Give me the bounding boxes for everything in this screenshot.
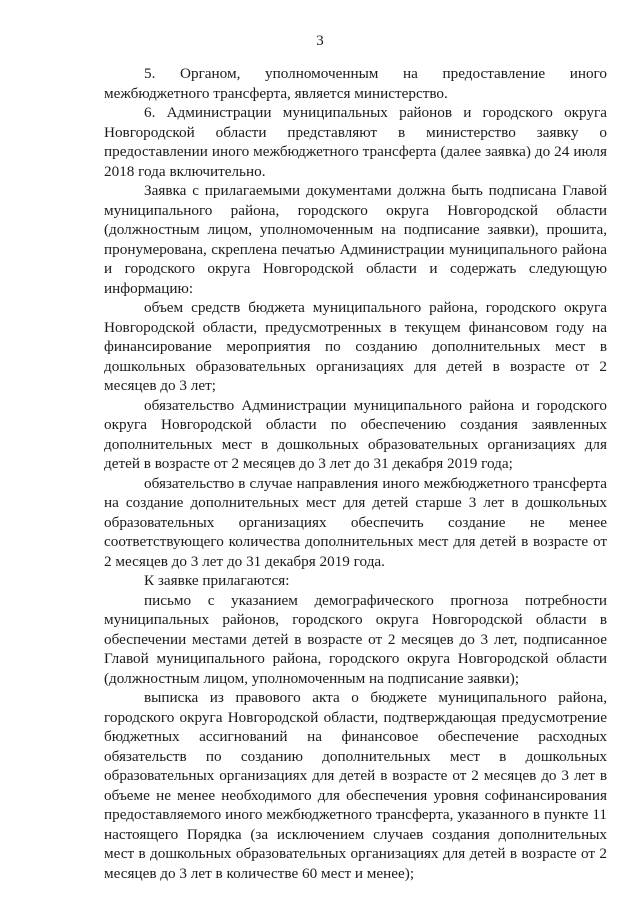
- paragraph-demographic-letter: письмо с указанием демографического прогноза потребности муниципальных районов, городского округа Новгородской области в обеспечении местами детей в возрасте от 2 месяцев до 3 лет, подписанное Главой муниципального района, городского округа Новгородской области (должностным лицом, уполномоченным на подписание заявки);: [104, 591, 607, 687]
- paragraph-transfer-obligation: обязательство в случае направления иного межбюджетного трансферта на создание дополнительных мест для детей старше 3 лет в дошкольных образовательных организациях обеспечить создание не менее соответствующего количества дополнительных мест для детей в возрасте от 2 месяцев до 3 лет до 31 декабря 2019 года.: [104, 474, 607, 570]
- document-body: [104, 64, 607, 883]
- paragraph-application-requirements: Заявка с прилагаемыми документами должна быть подписана Главой муниципального района, городского округа Новгородской области (должностным лицом, уполномоченным на подписание заявки), прошита, пронумерована, скреплена печатью Администрации муниципального района и городского округа Новгородской области и содержать следующую информацию:: [104, 182, 607, 297]
- paragraph-item-5: 5. Органом, уполномоченным на предоставление иного межбюджетного трансферта, является министерство.: [104, 65, 607, 102]
- paragraph-attachments-heading: К заявке прилагаются:: [144, 572, 290, 589]
- paragraph-budget-extract: выписка из правового акта о бюджете муниципального района, городского округа Новгородской области, подтверждающая предусмотрение бюджетных ассигнований на финансовое обеспечение расходных обязательств по созданию дополнительных мест в дошкольных образовательных организациях для детей в возрасте от 2 месяцев до 3 лет в объеме не менее необходимого для обеспечения уровня софинансирования предоставляемого иного межбюджетного трансферта, указанного в пункте 11 настоящего Порядка (за исключением случаев создания дополнительных мест в дошкольных образовательных организациях для детей в возрасте от 2 месяцев до 3 лет в количестве 60 мест и менее);: [104, 689, 607, 882]
- paragraph-administration-obligation: обязательство Администрации муниципального района и городского округа Новгородской области по обеспечению создания заявленных дополнительных мест в дошкольных образовательных организациях для детей в возрасте от 2 месяцев до 3 лет до 31 декабря 2019 года;: [104, 396, 607, 472]
- paragraph-item-6: 6. Администрации муниципальных районов и городского округа Новгородской области представляют в министерство заявку о предоставлении иного межбюджетного трансферта (далее заявка) до 24 июля 2018 года включительно.: [104, 104, 607, 180]
- page-number: 3: [316, 33, 324, 49]
- paragraph-budget-volume: объем средств бюджета муниципального района, городского округа Новгородской области, предусмотренных в текущем финансовом году на финансирование мероприятия по созданию дополнительных мест в дошкольных образовательных организациях для детей в возрасте от 2 месяцев до 3 лет;: [104, 299, 607, 394]
